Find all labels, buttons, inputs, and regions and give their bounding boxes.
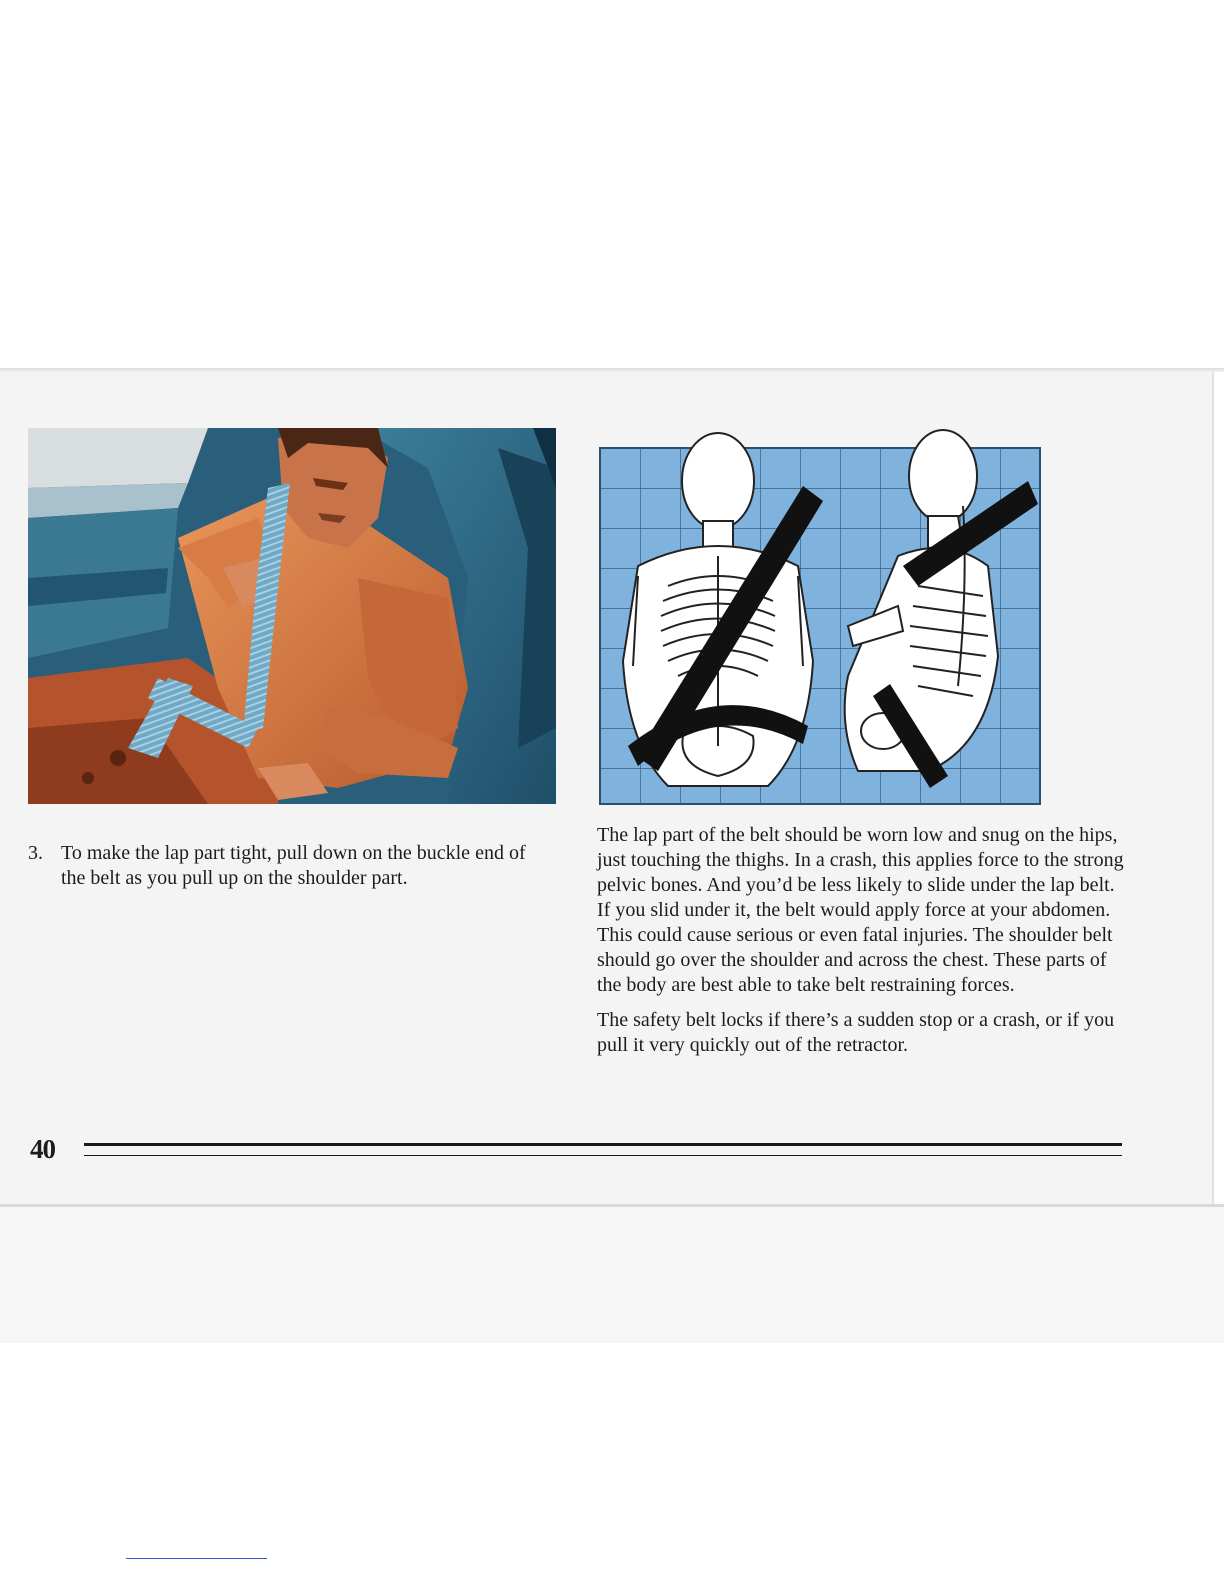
step-number: 3. (28, 842, 43, 864)
page-bottom-band (0, 1204, 1224, 1343)
paragraph-lap-belt: The lap part of the belt should be worn low and snug on the hips, just touching the thighs. In a crash, this applies force to the strong pelvic bones. And you’d be less likely to slide under the lap belt. If you slid under it, the belt would apply force at your abdomen. This could cause serious or even fatal injuries. The shoulder belt should go over the shoulder and across the chest. These parts of the body are best able to take belt restraining forces. (597, 824, 1124, 996)
belt-guidance-text (597, 823, 1127, 1068)
footer-rule-thin (84, 1155, 1122, 1156)
belt-position-skeleton-diagram (598, 426, 1044, 806)
skeleton-belt-diagram-icon (598, 426, 1044, 806)
page-number: 40 (30, 1134, 55, 1164)
person-with-seatbelt-icon (28, 428, 556, 804)
bottom-link-underline (126, 1558, 267, 1559)
step-instruction (28, 841, 548, 891)
paragraph-belt-locks: The safety belt locks if there’s a sudden stop or a crash, or if you pull it very quickly out of the retractor. (597, 1009, 1115, 1056)
step-text: To make the lap part tight, pull down on the buckle end of the belt as you pull up on the shoulder part. (61, 842, 526, 889)
footer-rule-thick (84, 1143, 1122, 1146)
seatbelt-fastening-illustration (28, 428, 556, 804)
